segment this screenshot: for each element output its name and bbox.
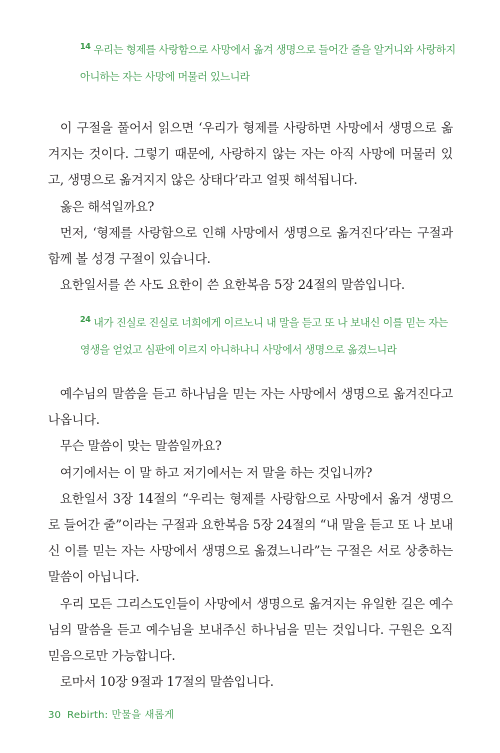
verse-text: 내가 진실로 진실로 너희에게 이르노니 내 말을 듣고 또 나 보내신 이를 믿는 자는 영생을 얻었고 심판에 이르지 아니하나니 사망에서 생명으로 옮겼느니라 <box>80 317 449 356</box>
page-footer <box>48 706 174 721</box>
paragraph: 요한일서를 쓴 사도 요한이 쓴 요한복음 5장 24절의 말씀입니다. <box>60 277 405 293</box>
paragraph: 요한일서 3장 14절의 “우리는 형제를 사랑함으로 사망에서 옮겨 생명으로 들어간 줄”이라는 구절과 요한복음 5장 24절의 “내 말을 듣고 또 나 보내신 이를 믿는 자는 사망에서 생명으로 옮겼느니라”는 구절은 서로 상충하는 말씀이 아닙니다. <box>48 490 453 585</box>
book-title: Rebirth: 만물을 새롭게 <box>67 710 175 721</box>
body-text-block-2 <box>48 381 453 695</box>
verse-number: 24 <box>80 314 91 324</box>
paragraph: 로마서 10장 9절과 17절의 말씀입니다. <box>60 674 274 690</box>
body-text-block-1 <box>48 115 453 298</box>
paragraph: 예수님의 말씀을 듣고 하나님을 믿는 자는 사망에서 생명으로 옮겨진다고 나옵니다. <box>48 386 453 428</box>
verse-text: 우리는 형제를 사랑함으로 사망에서 옮겨 생명으로 들어간 줄을 알거니와 사랑하지 아니하는 자는 사망에 머물러 있느니라 <box>80 44 456 83</box>
scripture-quote-john-5-24 <box>80 310 458 364</box>
verse-number: 14 <box>80 41 91 51</box>
paragraph: 이 구절을 풀어서 읽으면 ‘우리가 형제를 사랑하면 사망에서 생명으로 옮겨지는 것이다. 그렇기 때문에, 사랑하지 않는 자는 아직 사망에 머물러 있고, 생명으로 옮겨지지 않은 상태다’라고 얼핏 해석됩니다. <box>48 120 453 188</box>
paragraph: 여기에서는 이 말 하고 저기에서는 저 말을 하는 것입니까? <box>60 464 373 480</box>
page-number: 30 <box>48 710 62 721</box>
scripture-quote-1john-3-14 <box>80 37 458 91</box>
paragraph: 먼저, ‘형제를 사랑함으로 인해 사망에서 생명으로 옮겨진다’라는 구절과 함께 볼 성경 구절이 있습니다. <box>48 224 453 267</box>
paragraph: 무슨 말씀이 맞는 말씀일까요? <box>60 438 222 454</box>
paragraph: 옳은 해석일까요? <box>60 198 155 214</box>
paragraph: 우리 모든 그리스도인들이 사망에서 생명으로 옮겨지는 유일한 길은 예수님의 말씀을 듣고 예수님을 보내주신 하나님을 믿는 것입니다. 구원은 오직 믿음으로만 가능합니다. <box>48 595 453 664</box>
